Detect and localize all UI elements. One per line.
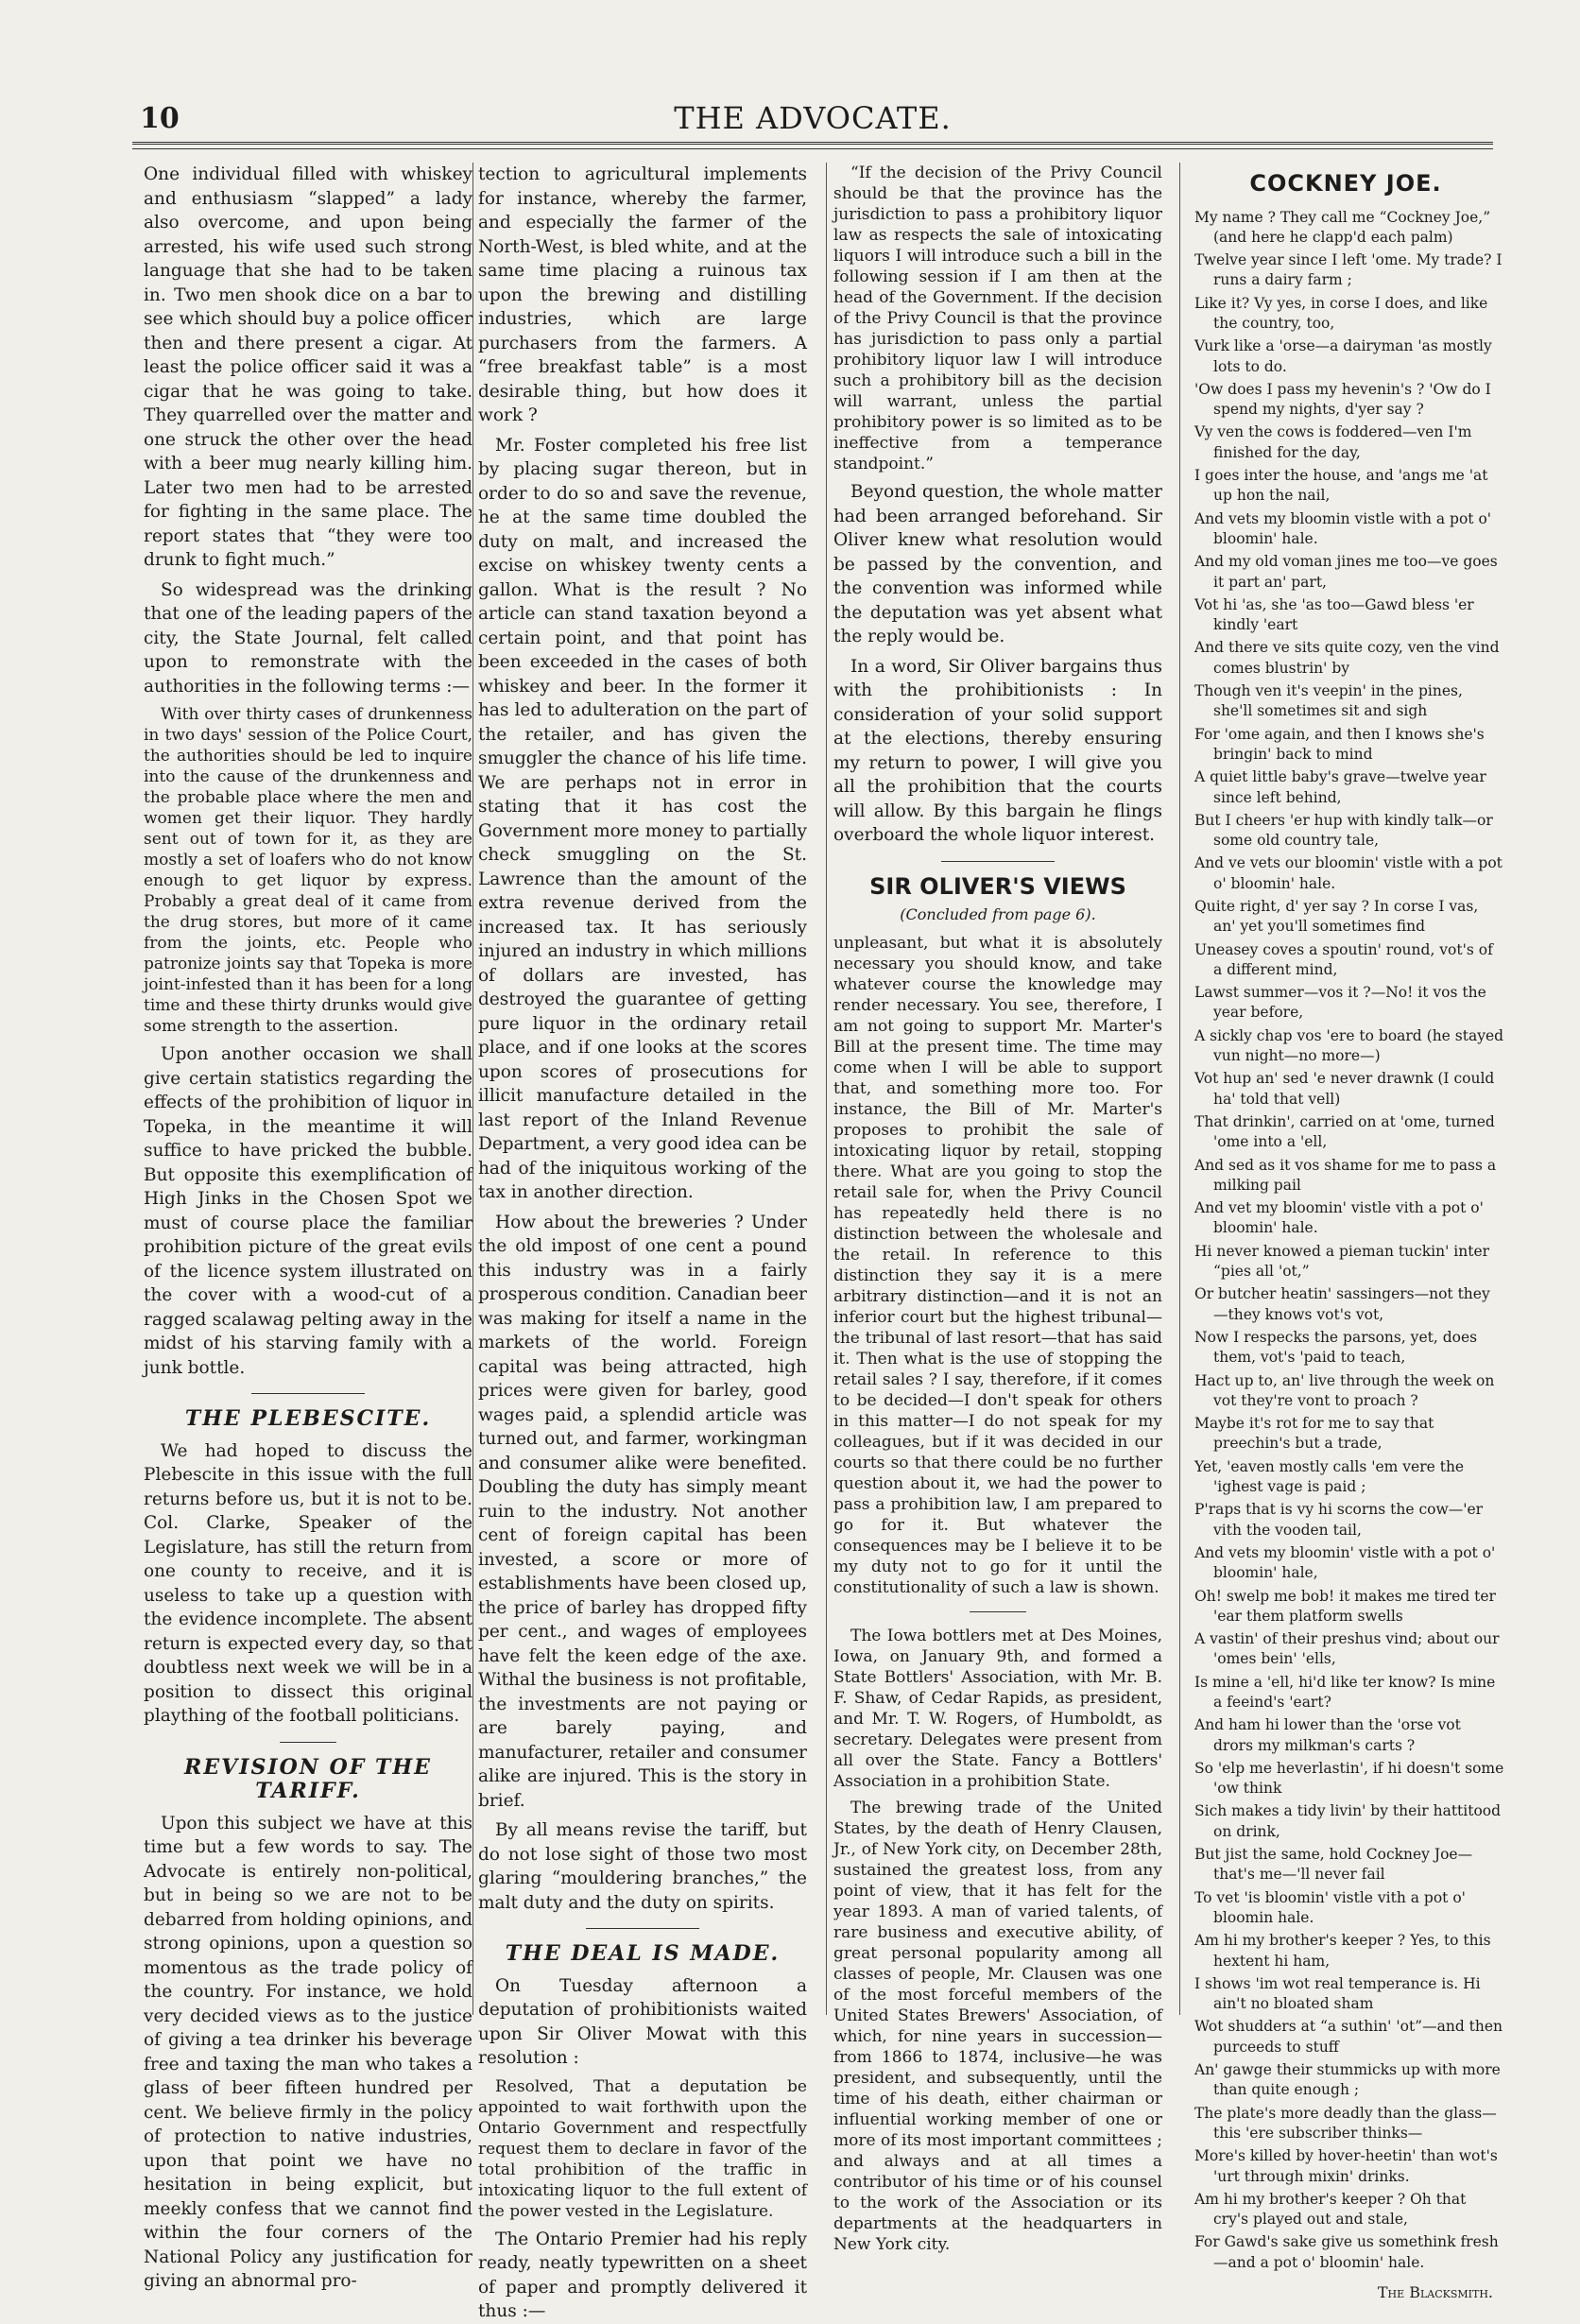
continued-note: (Concluded from page 6).	[900, 905, 1096, 923]
poem-line: Oh! swelp me bob! it makes me tired ter 'ear them platform swells	[1194, 1587, 1496, 1625]
masthead-title: THE ADVOCATE.	[674, 100, 952, 136]
poem-line: Vot hup an' sed 'e never drawnk (I could ha' told that vell)	[1194, 1070, 1495, 1108]
poem-signature: The Blacksmith.	[1377, 2283, 1493, 2301]
poem-line: And vet my bloomin' vistle vith a pot o' bloomin' hale.	[1194, 1199, 1484, 1237]
poem-line: Sich makes a tidy livin' by their hattitood on drink,	[1194, 1802, 1502, 1840]
column-rule	[472, 163, 473, 2015]
poem-line: But jist the same, hold Cockney Joe—that's me—'ll never fail	[1194, 1846, 1473, 1884]
poem-line: My name ? They call me “Cockney Joe,” (and here he clapp'd each palm)	[1194, 208, 1491, 246]
poem-line: Uneasey coves a spoutin' round, vot's of a different mind,	[1194, 940, 1493, 978]
paragraph: tection to agricultural implements for instance, whereby the farmer, and especially the farmer of the North-West, is bled white, and at the same time placing a ruinous tax upon the brewing and distilling industries, which are large purchasers from the farmers. A “free breakfast table” is a most desirable thing, but how does it work ?	[478, 164, 807, 425]
quoted-paragraph: With over thirty cases of drunkenness in two days' session of the Police Court, the authorities should be led to inquire into the cause of the drunkenness and the probable place where the men and women get their liquor. They hardly sent out of town for it, as they are mostly a set of loafers who do not know enough to get liquor by express. Probably a great deal of it came from the drug stores, but more of it came from the joints, etc. People who patronize joints say that Topeka is more joint-infested than it has been for a long time and these thirty drunks would give some strength to the assertion.	[144, 705, 472, 1036]
paragraph: By all means revise the tariff, but do not lose sight of those two most glaring “mouldering branches,” the malt duty and the duty on spirits.	[478, 1820, 807, 1913]
poem-line: And ve vets our bloomin' vistle with a pot o' bloomin' hale.	[1194, 854, 1503, 892]
column-1	[144, 163, 472, 2291]
poem-line: Lawst summer—vos it ?—No! it vos the year before,	[1194, 984, 1486, 1022]
section-divider	[586, 1928, 699, 1929]
paragraph: One individual filled with whiskey and enthusiasm “slapped” a lady also overcome, and upon being arrested, his wife used such strong language that she had to be taken in. Two men shook dice on a bar to see which should buy a police officer then and there present a cigar. At least the police officer said it was a cigar that he was going to take. They quarrelled over the matter and one struck the other over the head with a beer mug nearly killing him. Later two men had to be arrested for fighting in the same place. The report states that “they were too drunk to fight much.”	[144, 164, 472, 570]
poem-line: I goes inter the house, and 'angs me 'at up hon the nail,	[1194, 467, 1488, 505]
poem-line: To vet 'is bloomin' vistle vith a pot o' bloomin hale.	[1194, 1888, 1466, 1926]
poem-line: So 'elp me heverlastin', if hi doesn't some 'ow think	[1194, 1759, 1504, 1798]
column-4-poem	[1187, 163, 1504, 2301]
heading-plebiscite: THE PLEBESCITE.	[184, 1406, 432, 1431]
poem-body	[1187, 208, 1504, 2274]
poem-line: Wot shudders at “a suthin' 'ot”—and then purceeds to stuff	[1194, 2018, 1503, 2056]
poem-line: A sickly chap vos 'ere to board (he stayed vun night—no more—)	[1194, 1026, 1504, 1065]
quoted-paragraph: “If the decision of the Privy Council should be that the province has the jurisdiction to pass a prohibitory liquor law as respects the sale of intoxicating liquors I will introduce such a bill in the following session if I am then at the head of the Government. If the decision of the Privy Council is that the province has jurisdiction to pass only a partial prohibitory liquor law I will introduce such a prohibitory bill as the decision will warrant, unless the partial prohibitory power is so limited as to be ineffective from a temperance standpoint.”	[833, 164, 1162, 473]
column-rule	[826, 163, 827, 2015]
poem-line: An' gawge their stummicks up with more than quite enough ;	[1194, 2061, 1501, 2099]
poem-line: And vets my bloomin vistle with a pot o' bloomin' hale.	[1194, 509, 1492, 547]
section-divider	[251, 1393, 365, 1394]
paragraph: In a word, Sir Oliver bargains thus with the prohibitionists : In consideration of your solid support at the elections, thereby ensuring my return to power, I will give you all the prohibition that the courts will allow. By this bargain he flings overboard the whole liquor interest.	[833, 656, 1162, 845]
poem-line: Like it? Vy yes, in corse I does, and like the country, too,	[1194, 294, 1488, 332]
poem-line: P'raps that is vy hi scorns the cow—'er vith the vooden tail,	[1194, 1501, 1484, 1539]
poem-line: Hact up to, an' live through the week on vot they're vont to proach ?	[1194, 1371, 1495, 1409]
poem-line: Yet, 'eaven mostly calls 'em vere the 'ighest vage is paid ;	[1194, 1457, 1465, 1496]
paragraph: Beyond question, the whole matter had been arranged beforehand. Sir Oliver knew what resolution would be passed by the convention, and the convention was informed while the deputation was yet absent what the reply would be.	[833, 482, 1162, 646]
poem-line: Vot hi 'as, she 'as too—Gawd bless 'er kindly 'eart	[1194, 595, 1474, 634]
poem-line: Maybe it's rot for me to say that preechin's but a trade,	[1194, 1415, 1434, 1453]
poem-line: Hi never knowed a pieman tuckin' inter “pies all 'ot,”	[1194, 1242, 1490, 1281]
poem-line: And there ve sits quite cozy, ven the vind comes blustrin' by	[1194, 639, 1500, 677]
poem-line: Am hi my brother's keeper ? Oh that cry's played out and stale,	[1194, 2190, 1467, 2229]
poem-line: And ham hi lower than the 'orse vot drors my milkman's carts ?	[1194, 1716, 1461, 1754]
column-2	[478, 163, 808, 2321]
poem-line: Though ven it's veepin' in the pines, she'll sometimes sit and sigh	[1194, 682, 1463, 720]
poem-line: And my old voman jines me too—ve goes it part an' part,	[1194, 553, 1498, 591]
poem-line: Vurk like a 'orse—a dairyman 'as mostly lots to do.	[1194, 337, 1492, 375]
heading-deal: THE DEAL IS MADE.	[505, 1941, 781, 1966]
paragraph: Upon another occasion we shall give certain statistics regarding the effects of the prohibition of liquor in Topeka, in the meantime it will suffice to have pricked the bubble. But opposite this exemplification of High Jinks in the Chosen Spot we must of course place the familiar prohibition picture of the great evils of the licence system illustrated on the cover with a wood-cut of a ragged scalawag pelting away in the midst of his starving family with a junk bottle.	[144, 1044, 472, 1378]
poem-title: COCKNEY JOE.	[1249, 170, 1442, 197]
header-rule	[132, 142, 1493, 149]
page-header	[132, 95, 1493, 136]
page-number: 10	[140, 102, 180, 135]
poem-line: Twelve year since I left 'ome. My trade? I runs a dairy farm ;	[1194, 251, 1503, 289]
section-divider	[280, 1742, 336, 1743]
poem-line: A vastin' of their preshus vind; about our 'omes bein' 'ells,	[1194, 1630, 1500, 1668]
poem-line: Or butcher heatin' sassingers—not they—they knows vot's vot,	[1194, 1285, 1490, 1323]
poem-line: 'Ow does I pass my hevenin's ? 'Ow do I spend my nights, d'yer say ?	[1194, 380, 1491, 419]
paragraph: How about the breweries ? Under the old impost of one cent a pound this industry was in a fairly prosperous condition. Canadian beer was making for itself a name in the markets of the world. Foreign capital was being attracted, high prices were given for barley, good wages paid, a splendid article was turned out, and farmer, workingman and consumer alike were benefited. Doubling the duty has simply meant ruin to the industry. Not another cent of foreign capital has been invested, a score or more of establishments have been closed up, the price of barley has dropped fifty per cent., and wages of employees have felt the keen edge of the axe. Withal the business is not profitable, the investments are not paying or are barely paying, and manufacturer, retailer and consumer alike are injured. This is the story in brief.	[478, 1212, 808, 1811]
column-rule	[1179, 163, 1180, 2015]
poem-line: Now I respecks the parsons, yet, does them, vot's 'paid to teach,	[1194, 1328, 1478, 1367]
poem-line: Vy ven the cows is foddered—ven I'm finished for the day,	[1194, 423, 1472, 461]
poem-line: More's killed by hover-heetin' than wot's 'urt through mixin' drinks.	[1194, 2147, 1498, 2185]
heading-sir-olivers-views: SIR OLIVER'S VIEWS	[869, 872, 1126, 900]
paragraph: The brewing trade of the United States, by the death of Henry Clausen, Jr., of New York city, on December 28th, sustained the greatest loss, from any point of view, that it has felt for the year 1893. A man of varied talents, of rare business and executive ability, of great personal popularity among all classes of people, Mr. Clausen was one of the most forceful members of the United States Brewers' Association, of which, for nine years in succession—from 1866 to 1874, inclusive—he was president, and subsequently, until the time of his death, either chairman or influential working member of one or more of its most important committees ; and always and at all times a contributor of his time or of his counsel to the work of the Association or its departments at the headquarters in New York city.	[833, 1798, 1162, 2254]
poem-line: I shows 'im wot real temperance is. Hi ain't no bloated sham	[1194, 1974, 1481, 2013]
section-divider	[970, 1611, 1026, 1612]
paragraph: So widespread was the drinking that one of the leading papers of the city, the State Journal, felt called upon to remonstrate with the authorities in the following terms :—	[144, 579, 472, 697]
poem-line: And sed as it vos shame for me to pass a milking pail	[1194, 1156, 1497, 1194]
paragraph: Upon this subject we have at this time but a few words to say. The Advocate is entirely non-political, but in being so we are not to be debarred from holding opinions, and strong opinions, upon a question so momentous as the trade policy of the country. For instance, we hold very decided views as to the justice of giving a tea drinker his beverage free and taxing the man who takes a glass of beer fifteen hundred per cent. We believe firmly in the policy of protection to native industries, upon that point we have no hesitation in being explicit, but meekly confess that we cannot find within the four corners of the National Policy any justification for giving an abnormal pro-	[144, 1813, 472, 2291]
paragraph: The Iowa bottlers met at Des Moines, Iowa, on January 9th, and formed a State Bottlers' Association, with Mr. B. F. Shaw, of Cedar Rapids, as president, and Mr. T. W. Rogers, of Humboldt, as secretary. Delegates were present from all over the State. Fancy a Bottlers' Association in a prohibition State.	[833, 1626, 1162, 1791]
paragraph: The Ontario Premier had his reply ready, neatly typewritten on a sheet of paper and promptly delivered it thus :—	[478, 2229, 807, 2321]
paragraph: unpleasant, but what it is absolutely necessary you should know, and take whatever course the knowledge may render necessary. You see, therefore, I am not going to support Mr. Marter's Bill at the present time. The time may come when I will be able to support that, and something more too. For instance, the Bill of Mr. Marter's proposes to prohibit the sale of intoxicating liquor by retail, stopping there. What are you going to stop the retail sale for, when the Privy Council has repeatedly held there is no distinction between the wholesale and the retail. In reference to this distinction they say it is a mere arbitrary distinction—and it is not an inferior court but the highest tribunal—the tribunal of last resort—that has said it. Then what is the use of stopping the retail sales ? I say, therefore, if it comes to be decided—I don't speak for others in this matter—I do not speak for my colleagues, but if it was decided in our courts so that there could be no further question about it, we had the power to pass a prohibition law, I am prepared to go for it. But whatever the consequences may be I believe it to be my duty not to go for it until the constitutionality of such a law is shown.	[833, 933, 1162, 1597]
poem-line: Quite right, d' yer say ? In corse I vas, an' yet you'll sometimes find	[1194, 898, 1479, 936]
poem-line: The plate's more deadly than the glass—this 'ere subscriber thinks—	[1194, 2104, 1497, 2142]
poem-line: A quiet little baby's grave—twelve year since left behind,	[1194, 768, 1486, 806]
paragraph: Mr. Foster completed his free list by placing sugar thereon, but in order to do so and save the revenue, he at the same time doubled the duty on malt, and increased the excise on whiskey twenty cents a gallon. What is the result ? No article can stand taxation beyond a certain point, and that point has been exceeded in the cases of both whiskey and beer. In the former it has led to adulteration on the part of the retailer, and has given the smuggler the chance of his life time. We are perhaps not in error in stating that it has cost the Government more money to partially check smuggling on the St. Lawrence than the amount of the extra revenue derived from the increased tax. It has seriously injured an industry in which millions of dollars are invested, has destroyed the guarantee of getting pure liquor in the ordinary retail place, and if one looks at the scores upon scores of prosecutions for illicit manufacture detailed in the last report of the Inland Revenue Department, a very good idea can be had of the iniquitous working of the tax in another direction.	[478, 435, 807, 1202]
poem-line: For Gawd's sake give us somethink fresh—and a pot o' bloomin' hale.	[1194, 2233, 1499, 2271]
poem-line: For 'ome again, and then I knows she's bringin' back to mind	[1194, 725, 1485, 763]
column-3	[833, 163, 1162, 2254]
poem-line: But I cheers 'er hup with kindly talk—or some old country tale,	[1194, 811, 1493, 850]
paragraph: On Tuesday afternoon a deputation of prohibitionists waited upon Sir Oliver Mowat with this resolution :	[478, 1975, 807, 2068]
poem-line: Am hi my brother's keeper ? Yes, to this hextent hi ham,	[1194, 1932, 1491, 1970]
resolution-paragraph: Resolved, That a deputation be appointed to wait forthwith upon the Ontario Government and respectfully request them to declare in favor of the total prohibition of the traffic in intoxicating liquor to the full extent of the power vested in the Legislature.	[478, 2076, 807, 2221]
poem-line: That drinkin', carried on at 'ome, turned 'ome into a 'ell,	[1194, 1112, 1495, 1151]
section-divider	[941, 861, 1055, 862]
poem-line: Is mine a 'ell, hi'd like ter know? Is mine a feeind's 'eart?	[1194, 1673, 1496, 1711]
paragraph: We had hoped to discuss the Plebescite in this issue with the full returns before us, but it is not to be. Col. Clarke, Speaker of the Legislature, has still the return from one county to receive, and it is useless to take up a question with the evidence incomplete. The absent return is expected every day, so that doubtless next week we will be in a position to dissect this original plaything of the football politicians.	[144, 1440, 472, 1726]
heading-tariff: REVISION OF THE TARIFF.	[184, 1754, 432, 1803]
poem-line: And vets my bloomin' vistle with a pot o' bloomin' hale,	[1194, 1543, 1496, 1582]
